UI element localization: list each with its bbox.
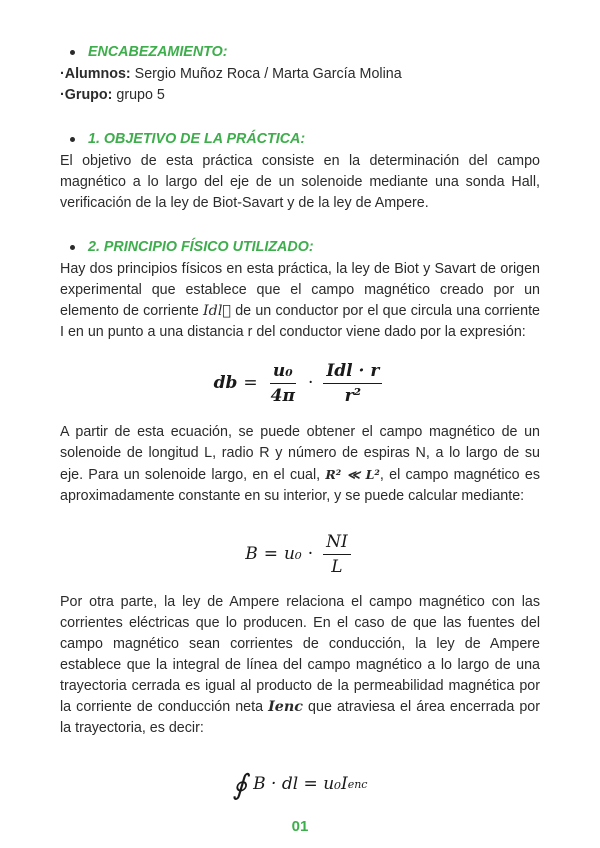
eq-u0: u₀ — [283, 543, 302, 564]
grupo-label: ·Grupo: — [60, 87, 113, 103]
numerator: NI — [323, 532, 351, 555]
bullet-icon — [70, 137, 75, 142]
text-span: Por otra parte, la ley de Ampere relaciona el campo magnético con las corrientes eléctricas que lo producen. En el caso de que las fuentes del campo magnético sean corrientes de conducción, la ley de Ampere establece que la integral de línea del campo magnético a lo largo de una trayectoria cerrada es igual al producto de la permeabilidad magnética por la corriente de conducción neta — [60, 594, 540, 715]
solenoid-block — [60, 422, 540, 507]
alumnos-value: Sergio Muñoz Roca / Marta García Molina — [130, 66, 402, 82]
denominator: L — [331, 556, 343, 577]
grupo-line — [60, 85, 540, 106]
contour-integral-icon: ∮ — [232, 767, 248, 801]
heading-text: 2. PRINCIPIO FÍSICO UTILIZADO: — [88, 238, 314, 255]
text-span: A partir de esta ecuación, se puede obtener el campo magnético de un solenoide de longitud L, radio R y número de espiras N, a lo largo de su eje. Para un solenoide largo, en el cual, — [60, 424, 540, 483]
grupo-value: grupo 5 — [112, 87, 165, 103]
equation-solenoid — [0, 530, 600, 578]
ampere-paragraph — [60, 592, 540, 739]
denominator: 4π — [270, 385, 295, 406]
eq-equals: = — [263, 543, 278, 564]
heading-objetivo — [70, 127, 540, 151]
alumnos-line — [60, 64, 540, 85]
text-span: de un conductor por el que circula una corriente I en un punto a una distancia r del conductor viene dado por la expresión: — [60, 303, 540, 340]
equation-ampere — [0, 764, 600, 804]
objetivo-paragraph: El objetivo de esta práctica consiste en la determinación del campo magnético a lo largo del eje de un solenoide mediante una sonda Hall, verificación de la ley de Biot-Savart y de la ley de Ampere. — [60, 153, 540, 211]
text-span: Hay dos principios físicos en esta práctica, la ley de Biot y Savart de origen experimental que establece que el campo magnético creado por un elemento de corriente — [60, 261, 540, 319]
equation-biot-savart — [0, 360, 600, 406]
heading-principio — [70, 235, 540, 259]
fraction-u0-4pi — [268, 361, 298, 406]
eq-lhs: db — [213, 372, 238, 393]
numerator: Idl · r — [323, 361, 382, 384]
eq-lhs: B — [245, 543, 258, 564]
inline-math-ienc: Ienc — [268, 699, 303, 715]
text-span: , el campo magnético es aproximadamente constante en su interior, y se puede calcular mediante: — [60, 467, 540, 504]
inline-math-idl: Idl⃗ — [203, 303, 231, 319]
denominator: r² — [344, 385, 362, 406]
fraction-idl-r2 — [323, 361, 382, 406]
bullet-icon — [70, 50, 75, 55]
eq-equals: = — [243, 372, 258, 393]
heading-text: 1. OBJETIVO DE LA PRÁCTICA: — [88, 130, 306, 147]
eq-body: B · dl = u₀I — [253, 773, 348, 794]
fraction-ni-l — [323, 532, 351, 577]
ampere-block — [60, 592, 540, 739]
eq-subscript: enc — [347, 777, 368, 791]
page-number: 01 — [291, 818, 309, 835]
eq-dot: · — [307, 543, 314, 564]
eq-dot: · — [307, 372, 314, 393]
heading-encabezamiento — [70, 40, 540, 64]
heading-text: ENCABEZAMIENTO: — [88, 43, 228, 60]
bullet-icon — [70, 245, 75, 250]
solenoid-paragraph — [60, 422, 540, 507]
page-content — [60, 40, 540, 343]
biot-savart-paragraph — [60, 259, 540, 343]
numerator: u₀ — [270, 361, 296, 384]
inline-math-r2-l2: R² ≪ L² — [325, 467, 380, 482]
text-span: que atraviesa el área encerrada por la trayectoria, es decir: — [60, 699, 541, 736]
alumnos-label: ·Alumnos: — [60, 66, 131, 82]
